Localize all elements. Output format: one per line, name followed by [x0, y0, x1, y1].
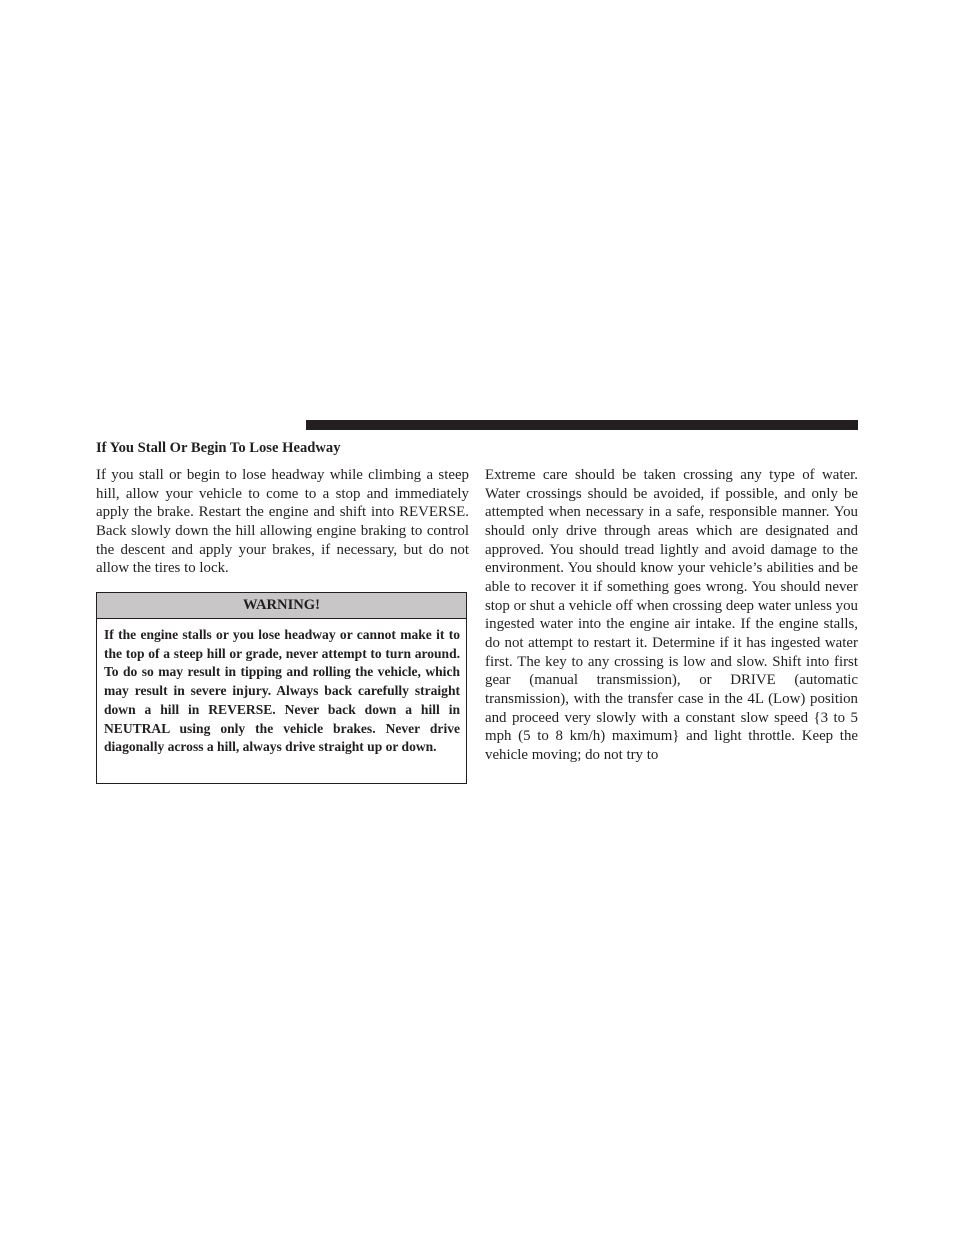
warning-title: WARNING! — [97, 593, 466, 619]
right-column — [485, 466, 858, 765]
warning-text: If the engine stalls or you lose headway or cannot make it to the top of a steep hill or grade, never attempt to turn around. To do so may result in tipping and rolling the vehicle, which may result in severe injury. Always back carefully straight down a hill in REVERSE. Never back down a hill in NEUTRAL using only the vehicle brakes. Never drive diagonally across a hill, always drive straight up or down. — [104, 627, 460, 755]
water-crossing-paragraph: Extreme care should be taken crossing any type of water. Water crossings should be avoided, if possible, and only be attempted when necessary in a safe, responsible manner. You should only drive through areas which are designated and approved. You should tread lightly and avoid damage to the environment. You should know your vehicle’s abilities and be able to recover it if something goes wrong. You should never stop or shut a vehicle off when crossing deep water unless you ingested water into the engine air intake. If the engine stalls, do not attempt to restart it. Determine if it has ingested water first. The key to any crossing is low and slow. Shift into first gear (manual transmission), or DRIVE (automatic transmission), with the transfer case in the 4L (Low) position and proceed very slowly with a constant slow speed {3 to 5 mph (5 to 8 km/h) maximum} and light throttle. Keep the vehicle moving; do not try to — [485, 467, 858, 763]
section-rule — [306, 420, 858, 430]
stall-paragraph: If you stall or begin to lose headway while climbing a steep hill, allow your vehicle to come to a stop and immediately apply the brake. Restart the engine and shift into REVERSE. Back slowly down the hill allowing engine braking to control the descent and apply your brakes, if necessary, but do not allow the tires to lock. — [96, 467, 469, 577]
section-heading: If You Stall Or Begin To Lose Headway — [96, 440, 341, 456]
warning-box — [96, 592, 467, 784]
left-column — [96, 466, 469, 578]
